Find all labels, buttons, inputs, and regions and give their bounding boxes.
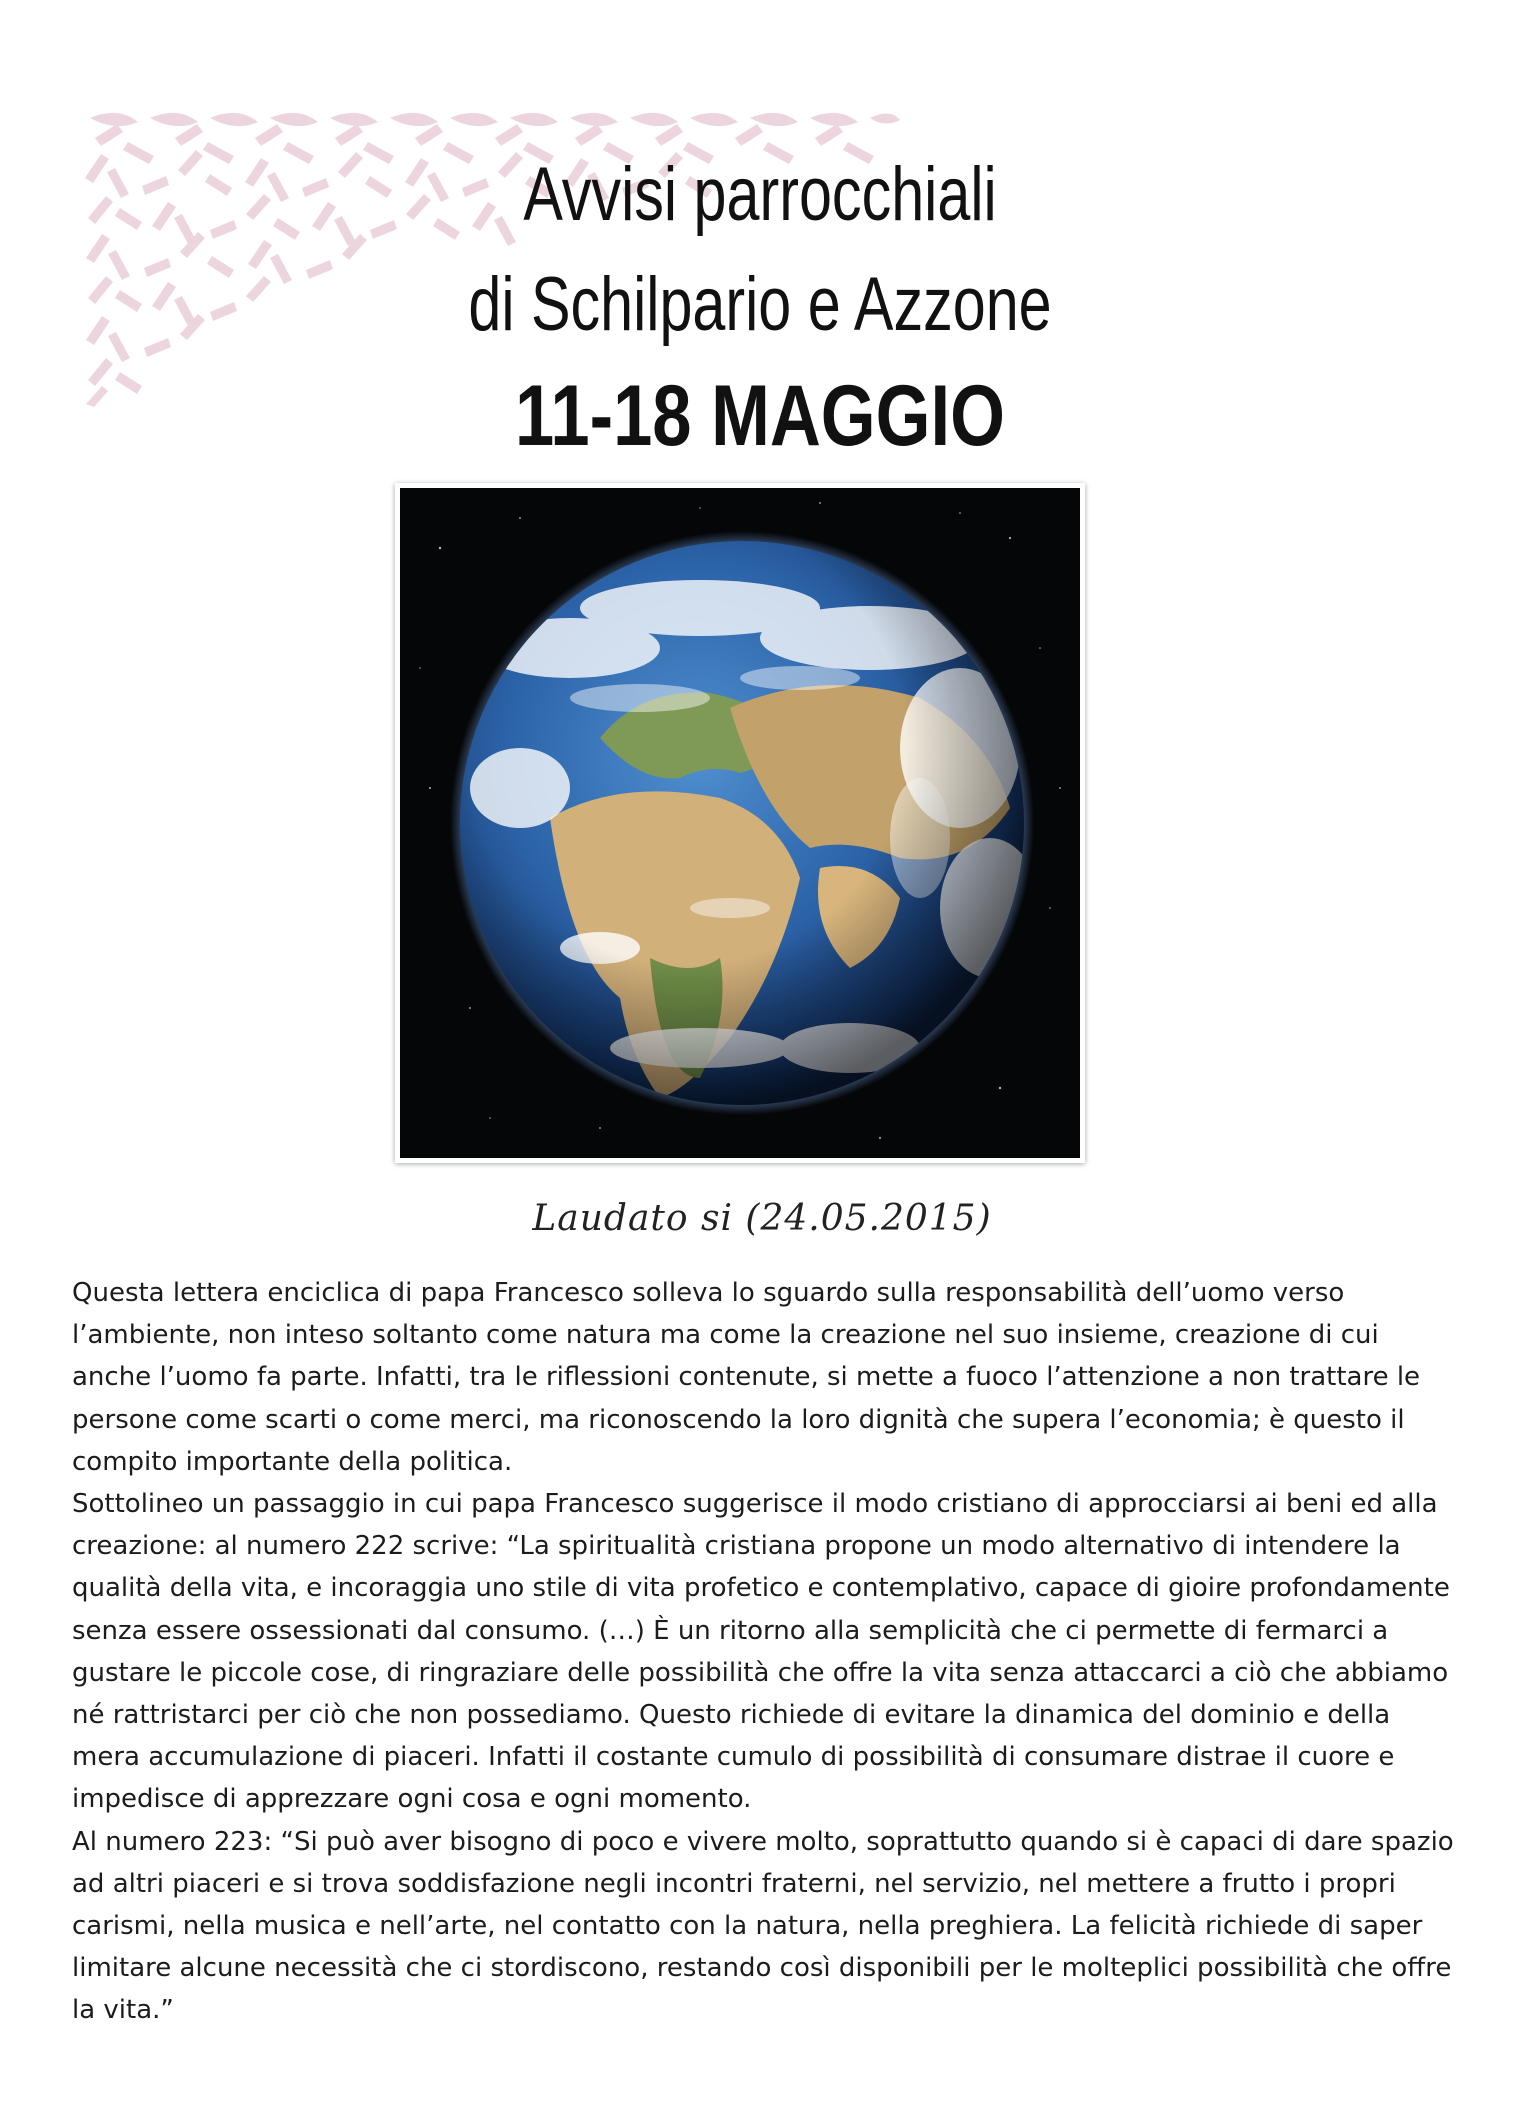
- encyclical-caption: Laudato si (24.05.2015): [532, 1198, 992, 1239]
- title-line-2: di Schilpario e Azzone: [468, 262, 1052, 347]
- paragraph-intro: Questa lettera enciclica di papa Francesco solleva lo sguardo sulla responsabilità dell’uomo verso l’ambiente, non inteso soltanto come natura ma come la creazione nel suo insieme, creazione di cui anche l’uomo fa parte. Infatti, tra le riflessioni contenute, si mette a fuoco l’attenzione a non trattare le persone come scarti o come merci, ma riconoscendo la loro dignità che supera l’economia; è questo il compito importante della politica.: [72, 1278, 1421, 1477]
- body-text: [72, 1272, 1462, 2032]
- paragraph-quote-223: Al numero 223: “Si può aver bisogno di poco e vivere molto, soprattutto quando si è capaci di dare spazio ad altri piaceri e si trova soddisfazione negli incontri fraterni, nel servizio, nel mettere a frutto i propri carismi, nella musica e nell’arte, nel contatto con la natura, nella preghiera. La felicità richiede di saper limitare alcune necessità che ci stordiscono, restando così disponibili per le molteplici possibilità che offre la vita.”: [72, 1826, 1454, 2026]
- earth-photo-frame: [395, 483, 1085, 1163]
- paragraph-quote-222: Sottolineo un passaggio in cui papa Francesco suggerisce il modo cristiano di approcciarsi ai beni ed alla creazione: al numero 222 scrive: “La spiritualità cristiana propone un modo alternativo di intendere la qualità della vita, e incoraggia uno stile di vita profetico e contemplativo, capace di gioire profondamente senza essere ossessionati dal consumo. (…) È un ritorno alla semplicità che ci permette di fermarci a gustare le piccole cose, di ringraziare delle possibilità che offre la vita senza attaccarci a ciò che abbiamo né rattristarci per ciò che non possediamo. Questo richiede di evitare la dinamica del dominio e della mera accumulazione di piaceri. Infatti il costante cumulo di possibilità di consumare distrae il cuore e impedisce di apprezzare ogni cosa e ogni momento.: [72, 1489, 1450, 1815]
- date-range: 11-18 MAGGIO: [515, 368, 1005, 464]
- earth-photo: [400, 488, 1080, 1158]
- earth-globe-icon: [400, 488, 1080, 1158]
- title-line-1: Avvisi parrocchiali: [523, 152, 997, 237]
